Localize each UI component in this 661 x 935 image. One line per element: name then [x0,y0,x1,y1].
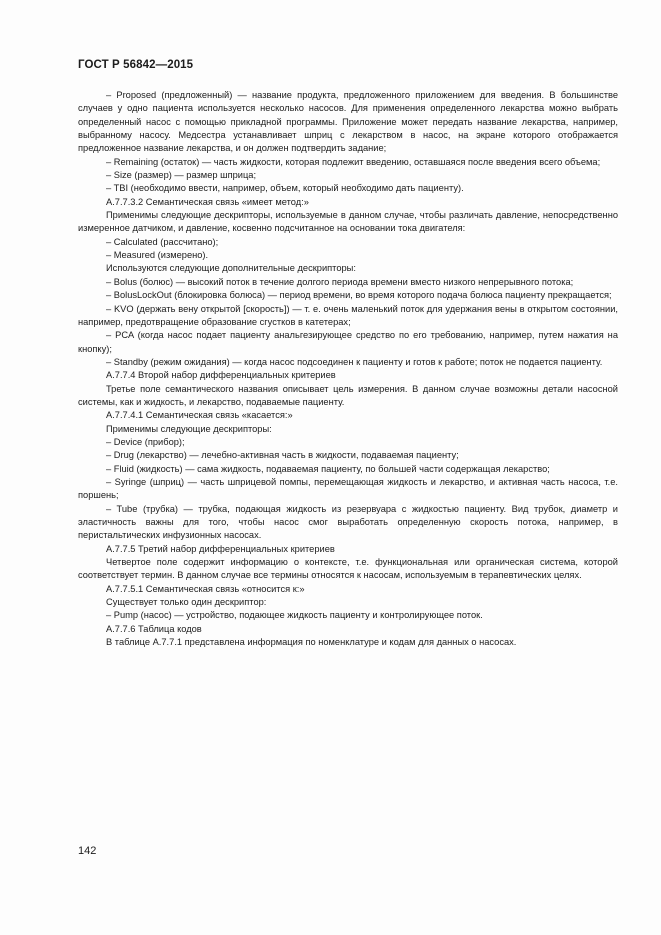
paragraph-descriptors-pressure: Применимы следующие дескрипторы, используемые в данном случае, чтобы различать давление, непосредственно измеренное датчиком, и давление, косвенно подсчитанное на основании тока двигателя: [78,210,618,234]
page-number: 142 [78,845,97,857]
document-header: ГОСТ Р 56842—2015 [78,59,194,71]
paragraph-single-descriptor: Существует только один дескриптор: [106,597,267,608]
paragraph-applicable-descriptors: Применимы следующие дескрипторы: [106,423,272,434]
document-body [78,89,618,649]
paragraph-pca: – PCA (когда насос подает пациенту анальгезирующее средство по его требованию, например, путем нажатия на кнопку); [78,330,618,354]
paragraph-tbi: – TBI (необходимо ввести, например, объем, который необходимо дать пациенту). [106,183,464,194]
paragraph-tube: – Tube (трубка) — трубка, подающая жидкость из резервуара с жидкостью пациенту. Вид трубок, диаметр и эластичность важны для того, чтобы насос смог выработать определенную скорость потока, например, в перистальтических инфузионных насосах. [78,503,618,541]
paragraph-standby: – Standby (режим ожидания) — когда насос подсоединен к пациенту и готов к работе; поток не подается пациенту. [106,356,603,367]
section-heading-a77732: А.7.7.3.2 Семантическая связь «имеет метод:» [106,196,309,207]
paragraph-fourth-field: Четвертое поле содержит информацию о контексте, т.е. функциональная или органическая система, которой соответствует термин. В данном случае все термины относятся к насосам, используемым в терапевтических целях. [78,557,618,581]
paragraph-bolus-lockout: – BolusLockOut (блокировка болюса) — период времени, во время которого подача болюса пациенту прекращается; [106,290,612,301]
paragraph-drug: – Drug (лекарство) — лечебно-активная часть в жидкости, подаваемая пациенту; [106,450,459,461]
paragraph-measured: – Measured (измерено). [106,250,209,261]
paragraph-pump: – Pump (насос) — устройство, подающее жидкость пациенту и контролирующее поток. [106,610,483,621]
paragraph-device: – Device (прибор); [106,436,185,447]
section-heading-a77741: А.7.7.4.1 Семантическая связь «касается:» [106,410,293,421]
section-heading-a7774: А.7.7.4 Второй набор дифференциальных критериев [106,370,336,381]
paragraph-bolus: – Bolus (болюс) — высокий поток в течение долгого периода времени вместо низкого непрерывного потока; [106,276,574,287]
paragraph-additional-descriptors: Используются следующие дополнительные дескрипторы: [106,263,356,274]
section-heading-a7776: А.7.7.6 Таблица кодов [106,623,202,634]
section-heading-a77751: А.7.7.5.1 Семантическая связь «относится к:» [106,583,305,594]
paragraph-fluid: – Fluid (жидкость) — сама жидкость, подаваемая пациенту, по большей части содержащая лекарство; [106,463,550,474]
paragraph-syringe: – Syringe (шприц) — часть шприцевой помпы, перемещающая жидкость и лекарство, и активная часть насоса, т.е. поршень; [78,476,618,501]
paragraph-kvo: – KVO (держать вену открытой [скорость]) — т. е. очень маленький поток для удержания вены в открытом состоянии, например, предотвращение образование сгустков в катетерах; [78,303,618,327]
paragraph-remaining: – Remaining (остаток) — часть жидкости, которая подлежит введению, оставшаяся после введения всего объема; [106,156,601,167]
paragraph-third-field: Третье поле семантического названия описывает цель измерения. В данном случае возможны детали насосной системы, как и жидкость, и лекарство, подаваемые пациенту. [78,383,618,407]
paragraph-size: – Size (размер) — размер шприца; [106,170,257,181]
paragraph-calculated: – Calculated (рассчитано); [106,236,219,247]
paragraph-proposed: – Proposed (предложенный) — название продукта, предложенного приложением для введения. В большинстве случаев у одно пациента используется несколько насосов. Для применения определенного лекарства можно выбрать определенный насос с помощью прикладной программы. Приложение может передать название лекарства, например, выбранному насосу. Медсестра устанавливает шприц с лекарством в насос, на экране которого отображается предложенное название лекарства, и он должен подтвердить задание; [78,90,618,154]
paragraph-code-table-reference: В таблице А.7.7.1 представлена информация по номенклатуре и кодам для данных о насосах. [106,637,517,648]
section-heading-a7775: А.7.7.5 Третий набор дифференциальных критериев [106,543,335,554]
